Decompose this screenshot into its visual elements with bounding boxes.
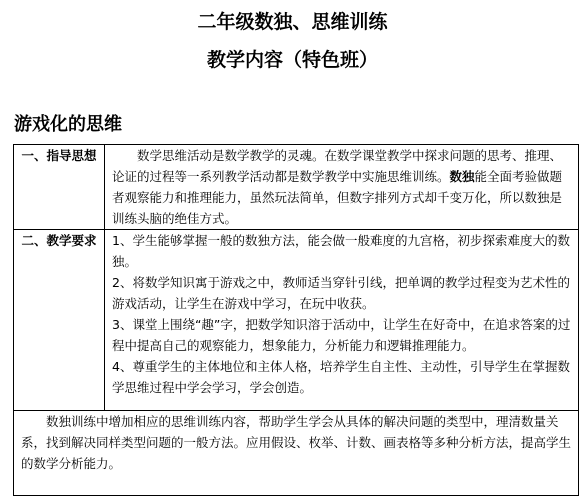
document-subtitle: 教学内容（特色班） bbox=[206, 49, 378, 71]
document-title: 二年级数独、思维训练 bbox=[197, 11, 388, 33]
guiding-idea-text bbox=[112, 145, 571, 229]
guiding-idea-cell bbox=[105, 145, 579, 230]
content-table bbox=[13, 144, 579, 496]
guiding-idea-bold-term: 数独 bbox=[449, 169, 475, 184]
table-row-guiding-idea bbox=[14, 145, 579, 230]
row-label-guiding-idea: 一、指导思想 bbox=[14, 145, 105, 230]
summary-cell bbox=[14, 411, 579, 496]
section-heading: 游戏化的思维 bbox=[14, 114, 122, 135]
requirement-item: 3、课堂上围绕“趣”字，把数学知识溶于活动中，让学生在好奇中，在追求答案的过程中提高自己的观察能力，想象能力，分析能力和逻辑推理能力。 bbox=[112, 317, 571, 353]
requirement-item: 2、将数学知识寓于游戏之中，教师适当穿针引线，把单调的教学过程变为艺术性的游戏活动，让学生在游戏中学习，在玩中收获。 bbox=[112, 275, 570, 311]
table-row-teaching-requirements bbox=[14, 230, 579, 411]
requirement-item: 1、学生能够掌握一般的数独方法，能会做一般难度的九宫格，初步探索难度大的数独。 bbox=[112, 233, 570, 269]
summary-text: 数独训练中增加相应的思维训练内容，帮助学生学会从具体的解决问题的类型中，理清数量关系，找到解决同样类型问题的一般方法。应用假设、枚举、计数、画表格等多种分析方法，提高学生的数学分析能力。 bbox=[21, 414, 572, 471]
guiding-idea-text-a: 数学思维活动是数学教学的灵魂。在数学课堂教学中探求问题的思考、推理、论证的过程等一系列教学活动都是数学教学中实施思维训练。 bbox=[112, 148, 563, 184]
requirement-item: 4、尊重学生的主体地位和主体人格，培养学生自主性、主动性，引导学生在掌握数学思维过程中学会学习，学会创造。 bbox=[112, 359, 570, 395]
table-row-summary bbox=[14, 411, 579, 496]
teaching-requirements-cell bbox=[105, 230, 579, 411]
guiding-idea-text-b: 能全面考验做题者观察能力和推理能力，虽然玩法简单，但数字排列方式却千变万化，所以数独是训练头脑的绝佳方式。 bbox=[112, 169, 563, 226]
row-label-teaching-requirements: 二、教学要求 bbox=[14, 230, 105, 411]
